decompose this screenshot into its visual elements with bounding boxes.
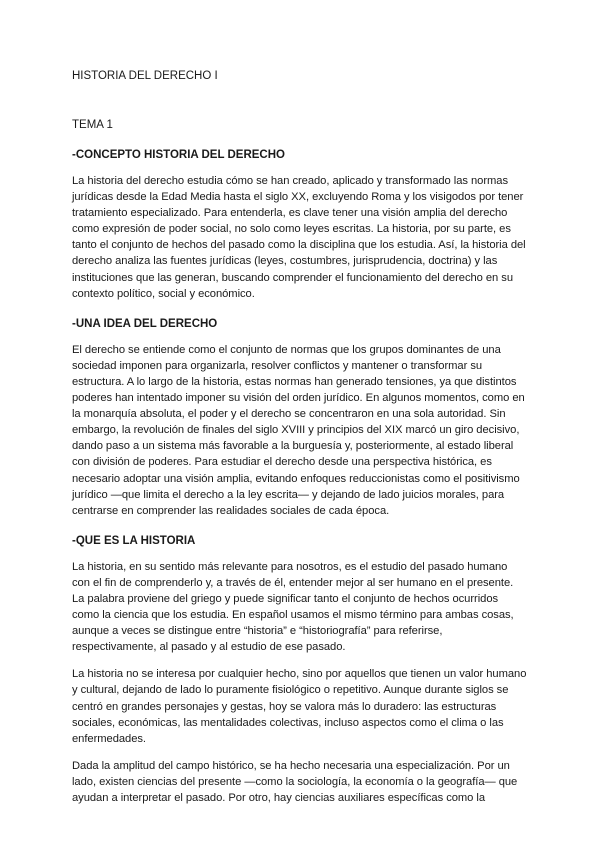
section-heading-concepto: -CONCEPTO HISTORIA DEL DERECHO (72, 149, 285, 161)
section-heading-que-es-historia: -QUE ES LA HISTORIA (72, 534, 196, 547)
topic-label: TEMA 1 (72, 119, 113, 131)
paragraph-historia-3: Dada la amplitud del campo histórico, se ha hecho necesaria una especialización. Por un lado, existen ciencias del presente —como la sociología, la economía o la geografía— que ayudan a interpretar el pasado. Por otro, hay ciencias auxiliares específicas como la (72, 759, 518, 804)
paragraph-idea-derecho: El derecho se entiende como el conjunto de normas que los grupos dominantes de una sociedad imponen para organizarla, resolver conflictos y mantener o transformar su estructura. A lo largo de la historia, estas normas han generado tensiones, ya que distintos poderes han intentado imponer su visión del orden jurídico. En algunos momentos, como en la monarquía absoluta, el poder y el derecho se concentraron en una sola autoridad. Sin embargo, la revolución de finales del siglo XVIII y principios del XIX marcó un giro decisivo, dando paso a un sistema más favorable a la burguesía y, posteriormente, al estado liberal con división de poderes. Para estudiar el derecho desde una perspectiva histórica, es necesario adoptar una visión amplia, evitando enfoques reduccionistas como el positivismo jurídico —que limita el derecho a la ley escrita— y dejando de lado juicios morales, para centrarse en comprender las realidades sociales de cada época. (72, 343, 525, 517)
document-title: HISTORIA DEL DERECHO I (72, 70, 218, 82)
document-page (72, 68, 528, 806)
paragraph-historia-1: La historia, en su sentido más relevante para nosotros, es el estudio del pasado humano con el fin de comprenderlo y, a través de él, entender mejor al ser humano en el presente. La palabra proviene del griego y puede significar tanto el conjunto de hechos ocurridos como la ciencia que los estudia. En español usamos el mismo término para ambas cosas, aunque a veces se distingue entre “historia” e “historiografía” para referirse, respectivamente, al pasado y al estudio de ese pasado. (72, 560, 514, 654)
paragraph-concepto: La historia del derecho estudia cómo se han creado, aplicado y transformado las normas jurídicas desde la Edad Media hasta el siglo XX, excluyendo Roma y los visigodos por tener tratamiento especializado. Para entenderla, es clave tener una visión amplia del derecho como expresión de poder social, no solo como leyes escritas. La historia, por su parte, es tanto el conjunto de hechos del pasado como la disciplina que los estudia. Así, la historia del derecho analiza las fuentes jurídicas (leyes, costumbres, jurisprudencia, doctrina) y las instituciones que las generan, buscando comprender el funcionamiento del derecho en su contexto político, social y económico. (72, 175, 526, 300)
paragraph-historia-2: La historia no se interesa por cualquier hecho, sino por aquellos que tienen un valor humano y cultural, dejando de lado lo puramente fisiológico o repetitivo. Aunque durante siglos se centró en grandes personajes y gestas, hoy se valora más lo duradero: las estructuras sociales, económicas, las mentalidades colectivas, incluso aspectos como el clima o las enfermedades. (72, 668, 527, 745)
section-heading-idea-derecho: -UNA IDEA DEL DERECHO (72, 317, 218, 330)
